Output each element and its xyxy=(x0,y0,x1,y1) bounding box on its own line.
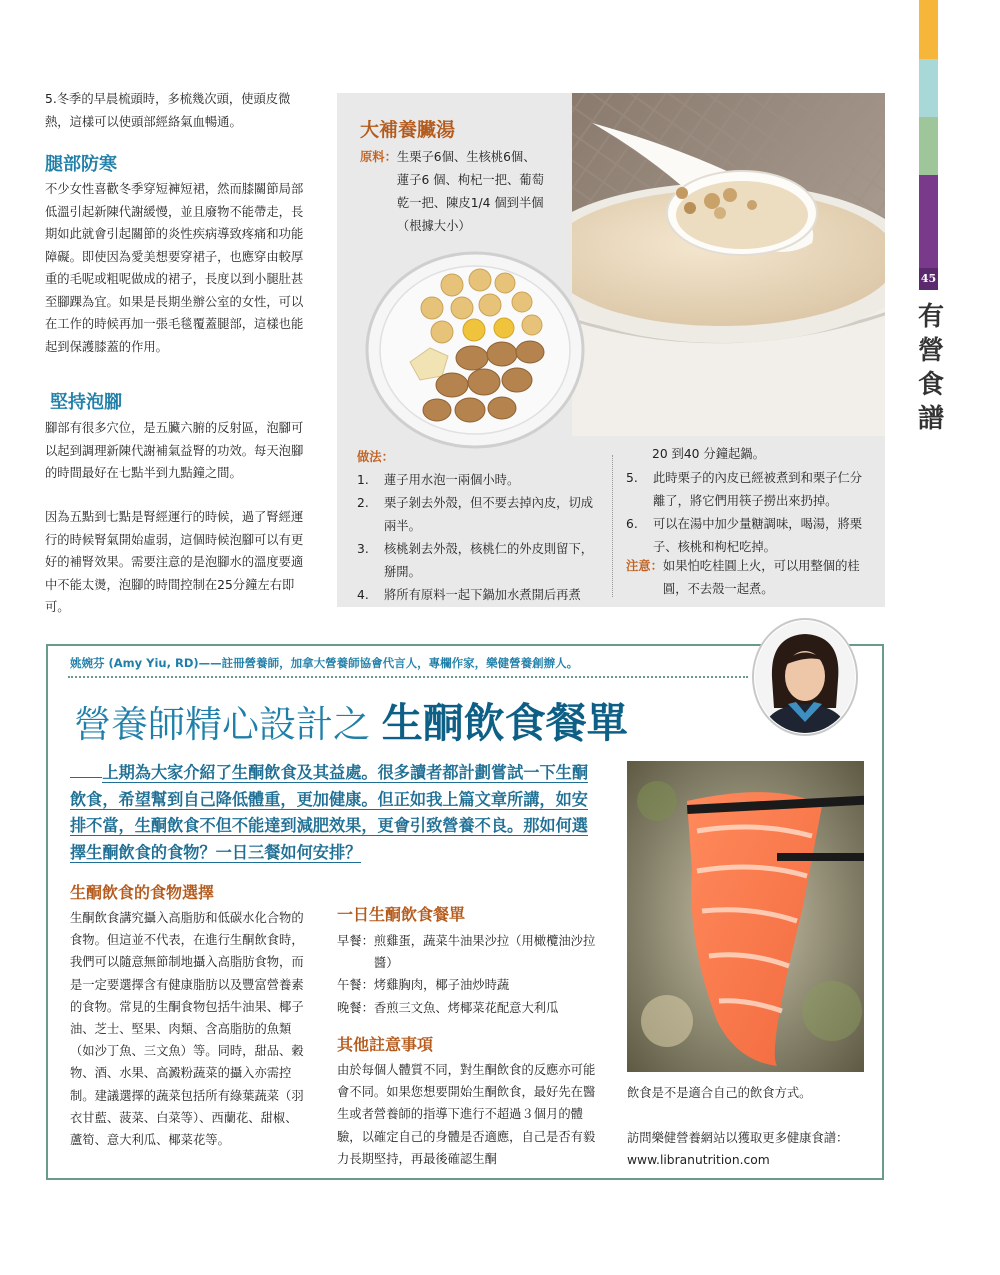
edge-stripe-orange xyxy=(919,0,938,59)
article-intro: 上期為大家介紹了生酮飲食及其益處。很多讀者都計劃嘗試一下生酮飲食，希望幫到自己降低體重，更加健康。但正如我上篇文章所講，如安排不當，生酮飲食不但不能達到減肥效果，更會引致營養不良。那如何選擇生酮飲食的食物？一日三餐如何安排？ xyxy=(70,763,589,862)
dinner-item: 晚餐： 香煎三文魚、烤椰菜花配意大利瓜 xyxy=(337,1000,559,1015)
breakfast-item: 早餐： 煎雞蛋，蔬菜牛油果沙拉（用橄欖油沙拉醬） xyxy=(337,934,596,971)
food-choice-heading: 生酮飲食的食物選擇 xyxy=(70,883,215,902)
step-item: 2. 栗子剝去外殼，但不要去掉內皮，切成兩半。 xyxy=(357,496,594,533)
byline-divider xyxy=(68,676,748,678)
nuts-plate-photo xyxy=(362,250,588,460)
step-divider xyxy=(612,455,613,597)
step-item: 5. 此時栗子的內皮已經被煮到和栗子仁分離了，將它們用筷子撈出來扔掉。 xyxy=(626,471,863,508)
step-item: 4. 將所有原料一起下鍋加水煮開后再煮 xyxy=(357,588,581,602)
section-title: 有 營 食 譜 xyxy=(917,302,944,434)
notes-text: 由於每個人體質不同，對生酮飲食的反應亦可能會不同。如果您想要開始生酮飲食，最好先在醫生或者營養師的指導下進行不超過３個月的體驗，以確定自己的身體是否適應，自己是否有毅力長期堅持，再最後確認生酮 xyxy=(337,1063,596,1166)
menu-heading: 一日生酮飲食餐單 xyxy=(337,905,466,924)
recipe-title: 大補養臟湯 xyxy=(360,119,456,141)
lunch-item: 午餐： 烤雞胸肉，椰子油炒時蔬 xyxy=(337,978,510,993)
soup-photo xyxy=(572,93,885,436)
author-byline: 姚婉芬 (Amy Yiu, RD)——註冊營養師，加拿大營養師協會代言人，專欄作家，樂健營養創辦人。 xyxy=(70,656,579,670)
foot-text-1: 腳部有很多穴位，是五臟六腑的反射區，泡腳可以起到調理新陳代謝補氣益腎的功效。每天泡腳的時間最好在七點半到九點鐘之間。 xyxy=(45,421,304,480)
article-title: 營養師精心設計之 生酮飲食餐單 xyxy=(74,699,628,747)
notes-continued: 飲食是不是適合自己的飲食方式。 xyxy=(627,1086,812,1100)
edge-stripe-green xyxy=(919,117,938,175)
author-photo xyxy=(752,618,858,736)
foot-text-2: 因為五點到七點是腎經運行的時候，過了腎經運行的時候腎氣開始虛弱，這個時候泡腳可以有更好的補腎效果。需要注意的是泡腳水的溫度要適中不能太燙，泡腳的時間控制在25分鐘左右即可。 xyxy=(45,510,304,614)
step-item: 1. 蓮子用水泡一兩個小時。 xyxy=(357,473,520,487)
tip-5: 5.冬季的早晨梳頭時，多梳幾次頭，使頭皮微熱，這樣可以使頭部經絡氣血暢通。 xyxy=(45,92,291,129)
menu-list xyxy=(337,930,601,1019)
step-item: 6. 可以在湯中加少量糖調味，喝湯，將栗子、核桃和枸杞吃掉。 xyxy=(626,517,863,554)
edge-stripe-purple xyxy=(919,175,938,268)
food-choice-text: 生酮飲食講究攝入高脂肪和低碳水化合物的食物。但這並不代表，在進行生酮飲食時，我們可以隨意無節制地攝入高脂肪食物，而是一定要選擇含有健康脂肪以及豐富營養素的食物。常見的生酮食物包括牛油果、椰子油、芝士、堅果、肉類、含高脂肪的魚類（如沙丁魚、三文魚）等。同時，甜品、穀物、酒、水果、高澱粉蔬菜的攝入亦需控制。建議選擇的蔬菜包括所有綠葉蔬菜（羽衣甘藍、菠菜、白菜等）、西蘭花、甜椒、蘆筍、意大利瓜、椰菜花等。 xyxy=(70,911,304,1148)
visit-text: 訪問樂健營養網站以獲取更多健康食譜： xyxy=(627,1131,849,1145)
leg-heading: 腿部防寒 xyxy=(45,154,117,175)
step-4-continued: 20 到40 分鐘起鍋。 xyxy=(652,447,765,461)
foot-heading: 堅持泡腳 xyxy=(50,392,122,413)
method-steps-left xyxy=(357,469,597,607)
method-steps-right xyxy=(626,467,872,559)
page-number: 45 xyxy=(919,268,938,290)
salmon-photo xyxy=(627,761,864,1072)
leg-text: 不少女性喜歡冬季穿短褲短裙，然而膝關節局部低溫引起新陳代謝緩慢，並且廢物不能帶走，長期如此就會引起關節的炎性疾病導致疼痛和功能障礙。即使因為愛美想要穿裙子，也應穿由較厚重的毛呢或粗呢做成的裙子，長度以到小腿肚甚至腳踝為宜。如果是長期坐辦公室的女性，可以在工作的時候再加一張毛毯覆蓋腿部，這樣也能起到保護膝蓋的作用。 xyxy=(45,182,304,354)
step-item: 3. 核桃剝去外殼，核桃仁的外皮則留下，掰開。 xyxy=(357,542,594,579)
method-label: 做法： xyxy=(357,450,394,464)
recipe-note: 注意： 如果怕吃桂圓上火，可以用整個的桂圓，不去殼一起煮。 xyxy=(626,559,860,596)
website-link[interactable]: www.libranutrition.com xyxy=(627,1153,770,1167)
notes-heading: 其他註意事項 xyxy=(337,1035,434,1054)
recipe-ingredients: 原料： 生栗子6個、生核桃6個、 蓮子6 個、枸杞一把、葡萄 乾一把、陳皮1/4 個到半個 （根據大小） xyxy=(360,150,544,233)
edge-stripe-teal xyxy=(919,59,938,117)
